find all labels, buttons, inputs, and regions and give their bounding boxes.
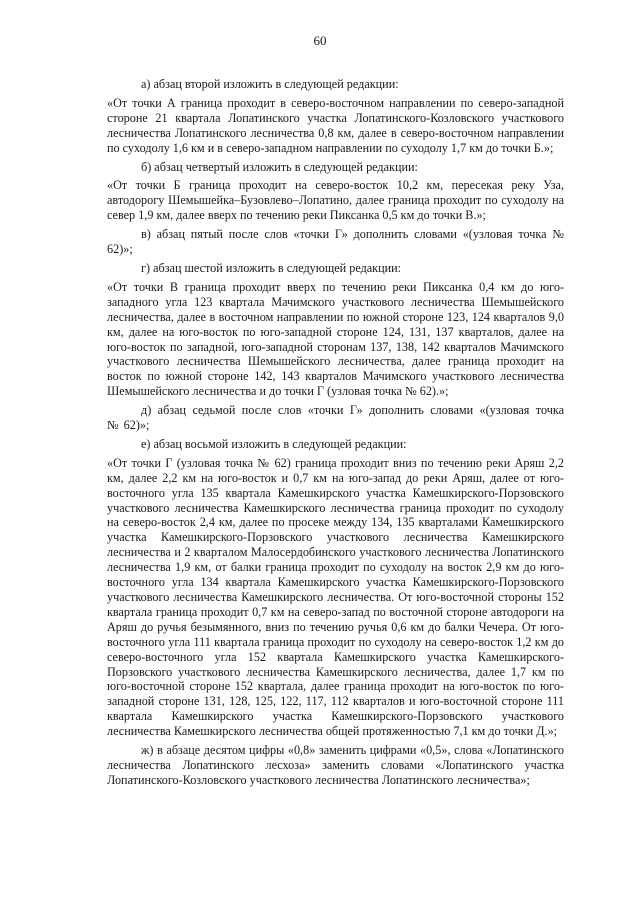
amendment-text: «От точки В граница проходит вверх по течению реки Пиксанка 0,4 км до юго-западного угла 123 квартала Мачимского участкового лесничества Шемышейского лесничества, далее в восточном направлении по южной стороне 123, 124 кварталов 9,0 км, далее на юго-восток по юго-западной стороне 124, 131, 137 кварталов, далее на юго-восток по западной, юго-западной сторонам 137, 138, 142 кварталов Мачимского участкового лесничества Шемышейского лесничества, далее граница проходит на восток по южной стороне 142, 143 кварталов Мачимского участкового лесничества Шемышейского лесничества и до точки Г (узловая точка № 62).»;: [107, 279, 564, 399]
amendment-instruction: е) абзац восьмой изложить в следующей редакции:: [141, 436, 407, 451]
amendment-instruction: б) абзац четвертый изложить в следующей редакции:: [141, 159, 418, 174]
amendment-instruction: г) абзац шестой изложить в следующей редакции:: [141, 260, 402, 275]
amendment-text: «От точки А граница проходит в северо-восточном направлении по северо-западной стороне 21 квартала Лопатинского участка Лопатинского-Козловского участкового лесничества Лопатинского лесничества 0,8 км, далее в северо-восточном направлении по суходолу 1,6 км и в северо-западном направлении по суходолу 1,7 км до точки Б.»;: [107, 95, 564, 155]
page-number: 60: [313, 33, 327, 48]
document-body: [107, 77, 564, 792]
amendment-instruction: а) абзац второй изложить в следующей редакции:: [141, 77, 399, 91]
amendment-text: «От точки Г (узловая точка № 62) граница проходит вниз по течению реки Аряш 2,2 км, далее 2,2 км на юго-восток и 0,7 км на юго-запад до реки Аряш, далее от юго-восточного угла 135 квартала Камешкирского участка Камешкирского-Порзовского участкового лесничества Камешкирского лесничества граница проходит по суходолу на северо-восток 2,4 км, далее по просеке между 134, 135 кварталами Камешкирского участка Камешкирского-Порзовского участкового лесничества Камешкирского лесничества и 2 кварталом Малосердобинского участкового лесничества Лопатинского лесничества 1,9 км, от балки граница проходит по суходолу на восток 2,9 км до юго-восточного угла 134 квартала Камешкирского участка Камешкирского-Порзовского участкового лесничества Камешкирского лесничества. От юго-восточной стороны 152 квартала граница проходит 0,7 км на северо-запад по восточной стороне автодороги на Аряш до ручья безымянного, вниз по течению ручья 0,6 км до балки Чечера. От юго-восточного угла 111 квартала граница проходит по суходолу на северо-восток 1,2 км до северо-восточного угла 152 квартала Камешкирского участка Камешкирского-Порзовского участкового лесничества Камешкирского лесничества, далее 1,7 км по юго-восточной стороне 152 квартала, далее граница проходит на юго-восток по юго-западной стороне 131, 128, 125, 122, 117, 112 кварталов и юго-восточной стороне 111 квартала Камешкирского участка Камешкирского-Порзовского участкового лесничества Камешкирского лесничества общей протяженностью 7,1 км до точки Д.»;: [107, 455, 564, 739]
amendment-text: «От точки Б граница проходит на северо-восток 10,2 км, пересекая реку Уза, автодорогу Шемышейка–Бузовлево–Лопатино, далее граница проходит по суходолу на север 1,9 км, далее вверх по течению реки Пиксанка 0,5 км до точки В.»;: [107, 178, 564, 223]
amendment-instruction: д) абзац седьмой после слов «точки Г» дополнить словами «(узловая точка № 62)»;: [107, 403, 564, 433]
amendment-instruction: ж) в абзаце десятом цифры «0,8» заменить цифрами «0,5», слова «Лопатинского лесничества Лопатинского лесхоза» заменить словами «Лопатинского участка Лопатинского-Козловского участкового лесничества Лопатинского лесничества»;: [107, 743, 564, 787]
amendment-instruction: в) абзац пятый после слов «точки Г» дополнить словами «(узловая точка № 62)»;: [107, 227, 564, 257]
